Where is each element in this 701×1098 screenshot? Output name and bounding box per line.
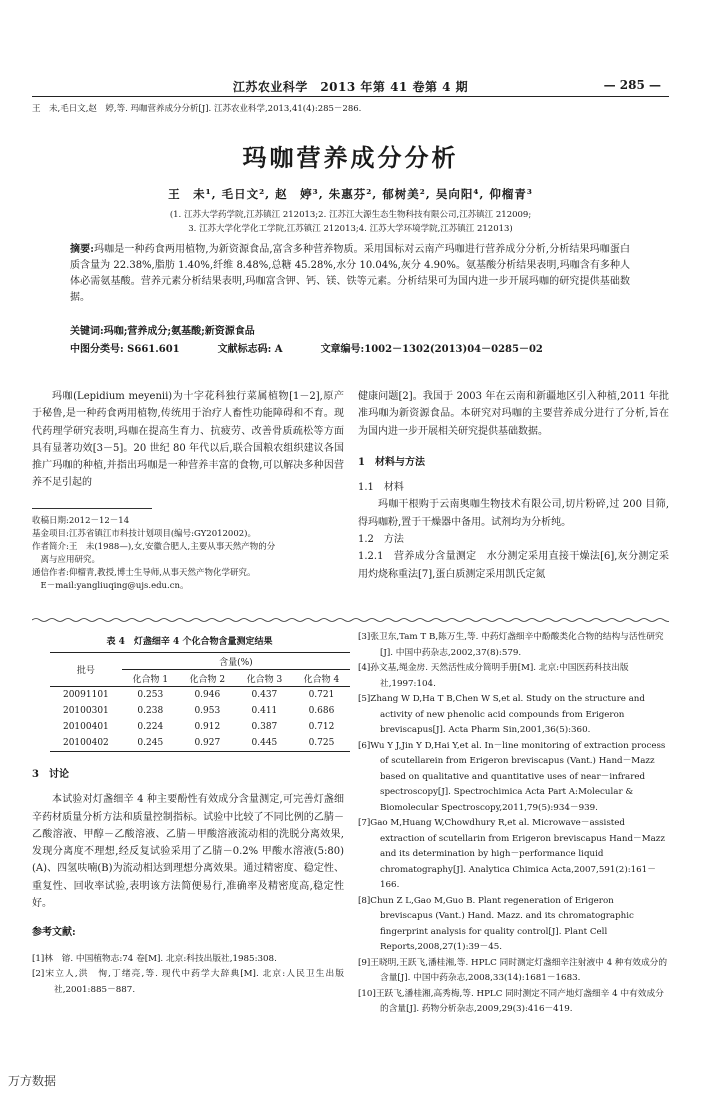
- section-1-heading: 1 材料与方法: [358, 456, 425, 468]
- footnote-funding: 基金项目:江苏省镇江市科技计划项目(编号:GY2012002)。: [32, 529, 256, 539]
- references-right: [358, 630, 669, 1018]
- table-cell: 0.912: [194, 722, 221, 732]
- intro-right-column: [358, 388, 669, 583]
- table-cell: 20091101: [62, 690, 109, 700]
- table-cell: 0.238: [137, 706, 164, 716]
- section-1-2-heading: 1.2 方法: [358, 534, 404, 546]
- table-header-col: 化合物 4: [293, 670, 350, 687]
- references-left: [32, 952, 344, 999]
- table-header-batch: 批号: [50, 653, 122, 687]
- article-number: 文章编号:1002－1302(2013)04－0285－02: [320, 344, 543, 355]
- paper-title: 玛咖营养成分分析: [242, 144, 459, 172]
- section-1-2-1-text: 1.2.1 营养成分含量测定 水分测定采用直接干燥法[6],灰分测定采用灼烧称重法[7],蛋白质测定采用凯氏定氮: [358, 551, 669, 580]
- table-cell: 0.437: [251, 690, 278, 700]
- header-rule: [32, 96, 669, 97]
- section-1-1-heading: 1.1 材料: [358, 482, 404, 494]
- table-cell: 0.445: [236, 735, 293, 752]
- document-code: 文献标志码: A: [217, 344, 283, 355]
- table-cell: 0.953: [194, 706, 221, 716]
- table-cell: 0.387: [251, 722, 278, 732]
- clc-number: 中图分类号: S661.601: [70, 344, 180, 355]
- reference-item: [7]Gao M,Huang W,Chowdhury R,et al. Microwave－assisted extraction of scutellarin from Erigeron breviscapus Hand－Mazz and its determination by high－performance liquid chromatography[J]. Analytica Chimica Acta,2007,591(2):161－166.: [358, 818, 665, 890]
- table-cell: 20100402: [50, 735, 122, 752]
- table-row: [50, 719, 350, 735]
- discussion-heading: 3 讨论: [32, 769, 69, 780]
- footnote-rule: [32, 508, 152, 509]
- classification-line: [70, 340, 630, 355]
- watermark: 万方数据: [8, 1074, 57, 1088]
- intro-paragraph-left: 玛咖(Lepidium meyenii)为十字花科独行菜属植物[1－2],原产于秘鲁,是一种药食两用植物,传统用于治疗人畜性功能障碍和不育。现代药理学研究表明,玛咖在提高生育力、抗疲劳、改善骨质疏松等方面具有显著功效[3－5]。20 世纪 80 年代以后,联合国粮农组织建议各国推广玛咖的种植,并指出玛咖是一种营养丰富的食物,可以解决多种因营养不足引起的: [32, 391, 344, 489]
- reference-item: [2]宋立人,洪 恂,丁绪亮,等. 现代中药学大辞典[M]. 北京:人民卫生出版社,2001:885－887.: [32, 969, 344, 995]
- reference-item: [6]Wu Y J,Jin Y D,Hai Y,et al. In－line monitoring of extraction process of scutellarein from Erigeron breviscapus (Vant.) Hand－Mazz based on qualitative and quantitative uses of near－infrared spectroscopy[J]. Spectrochimica Acta Part A:Molecular & Biomolecular Spectroscopy,2011,79(5):934－939.: [358, 740, 666, 813]
- table-cell: 0.712: [308, 722, 335, 732]
- content-table: [50, 652, 350, 752]
- reference-item: [4]孙文基,绳金房. 天然活性成分简明手册[M]. 北京:中国医药科技出版社,1997:104.: [358, 663, 629, 689]
- table-cell: 20100401: [62, 722, 109, 732]
- abstract: [70, 242, 630, 306]
- table-cell: 0.946: [194, 690, 221, 700]
- table-cell: 0.411: [251, 706, 278, 716]
- citation-line: 王 未,毛日文,赵 婷,等. 玛咖营养成分分析[J]. 江苏农业科学,2013,41(4):285－286.: [32, 104, 362, 114]
- wavy-separator: [32, 617, 669, 623]
- keywords: 关键词:玛咖;营养成分;氨基酸;新资源食品: [70, 326, 255, 337]
- table-header-col: 化合物 1: [122, 670, 179, 687]
- references-heading: 参考文献:: [32, 927, 76, 939]
- journal-header: 江苏农业科学 2013 年第 41 卷第 4 期: [232, 80, 469, 94]
- section-1-1-text: 玛咖干根购于云南奥咖生物技术有限公司,切片粉碎,过 200 目筛,得玛咖粉,置于干燥器中备用。试剂均为分析纯。: [358, 499, 669, 528]
- abstract-text: 玛咖是一种药食两用植物,为新资源食品,富含多种营养物质。采用国标对云南产玛咖进行营养成分分析,分析结果玛咖蛋白质含量为 22.38%,脂肪 1.40%,纤维 8.48%,总糖 45.28%,水分 10.04%,灰分 4.90%。氨基酸分析结果表明,玛咖含有多种人体必需氨基酸。营养元素分析结果表明,玛咖富含钾、钙、镁、铁等元素。分析结果可为国内进一步开展玛咖的研究提供基础数据。: [70, 244, 630, 303]
- table-cell: 0.927: [179, 735, 236, 752]
- table-row: [50, 687, 350, 704]
- table-header-col: 化合物 2: [179, 670, 236, 687]
- table-cell: 0.245: [122, 735, 179, 752]
- discussion-column: [32, 766, 344, 998]
- abstract-label: 摘要:: [70, 244, 94, 255]
- intro-left-column: [32, 388, 344, 492]
- table-header-col: 化合物 3: [236, 670, 293, 687]
- table-cell: 0.686: [308, 706, 335, 716]
- reference-item: [1]林 镕. 中国植物志:74 卷[M]. 北京:科技出版社,1985:308.: [32, 953, 277, 964]
- table-cell: 0.253: [137, 690, 164, 700]
- footnote-received: 收稿日期:2012－12－14: [32, 516, 130, 526]
- reference-item: [10]王跃飞,潘桂湘,高秀梅,等. HPLC 同时测定不同产地灯盏细辛 4 中有效成分的含量[J]. 药物分析杂志,2009,29(3):416－419.: [358, 988, 664, 1014]
- reference-item: [5]Zhang W D,Ha T B,Chen W S,et al. Study on the structure and activity of new phenolic acid compounds from Erigeron breviscapus[J]. Acta Pharm Sin,2001,36(5):360.: [358, 694, 645, 735]
- table-cell: 0.224: [137, 722, 164, 732]
- table-caption: 表 4 灯盏细辛 4 个化合物含量测定结果: [106, 637, 273, 647]
- table-cell: 0.721: [308, 690, 335, 700]
- table-cell: 0.725: [293, 735, 350, 752]
- table-header-content: 含量(%): [122, 653, 350, 670]
- intro-paragraph-right: 健康问题[2]。我国于 2003 年在云南和新疆地区引入种植,2011 年批准玛咖为新资源食品。本研究对玛咖的主要营养成分进行了分析,旨在为国内进一步开展相关研究提供基础数据。: [358, 391, 669, 437]
- footnote-author-cont: 离与应用研究。: [32, 555, 101, 565]
- author-list: 王 未¹, 毛日文², 赵 婷³, 朱惠芬², 郁树美², 吴向阳⁴, 仰榴青³: [168, 187, 533, 201]
- reference-item: [3]张卫东,Tam T B,陈万生,等. 中药灯盏细辛中酚酸类化合物的结构与活性研究[J]. 中国中药杂志,2002,37(8):579.: [358, 632, 664, 658]
- footnotes: [32, 515, 347, 593]
- reference-item: [8]Chun Z L,Gao M,Guo B. Plant regeneration of Erigeron breviscapus (Vant.) Hand. Mazz. and its chromatographic fingerprint analysis for quality control[J]. Plant Cell Reports,2008,27(1):39－45.: [358, 895, 634, 952]
- affiliation-line-1: (1. 江苏大学药学院,江苏镇江 212013;2. 江苏江大源生态生物科技有限公司,江苏镇江 212009;: [169, 210, 532, 220]
- footnote-email: E－mail:yangliuqing@ujs.edu.cn。: [32, 581, 189, 591]
- reference-item: [9]王晓明,王跃飞,潘桂湘,等. HPLC 同时测定灯盏细辛注射液中 4 种有效成分的含量[J]. 中国中药杂志,2008,33(14):1681－1683.: [358, 957, 668, 983]
- page-number: — 285 —: [603, 78, 661, 92]
- footnote-corresponding: 通信作者:仰榴青,教授,博士生导师,从事天然产物化学研究。: [32, 568, 256, 578]
- discussion-text: 本试验对灯盏细辛 4 种主要酚性有效成分含量测定,可完善灯盏细辛药材质量分析方法和质量控制指标。试验中比较了不同比例的乙腈－乙酸溶液、甲醇－乙酸溶液、乙腈－甲酸溶液流动相的洗脱分离效果,发现分离度不理想,经反复试验采用了乙腈－0.2% 甲酸水溶液(5:80)(A)、四氢呋喃(B)为流动相达到理想分离效果。通过精密度、稳定性、重复性、回收率试验,表明该方法简便易行,准确率及精密度高,稳定性好。: [32, 794, 344, 910]
- table-row: [50, 703, 350, 719]
- table-row: [50, 735, 350, 752]
- affiliation-line-2: 3. 江苏大学化学化工学院,江苏镇江 212013;4. 江苏大学环境学院,江苏镇江 212013): [188, 224, 513, 234]
- footnote-author: 作者简介:王 未(1988—),女,安徽合肥人,主要从事天然产物的分: [32, 542, 276, 552]
- table-cell: 20100301: [62, 706, 109, 716]
